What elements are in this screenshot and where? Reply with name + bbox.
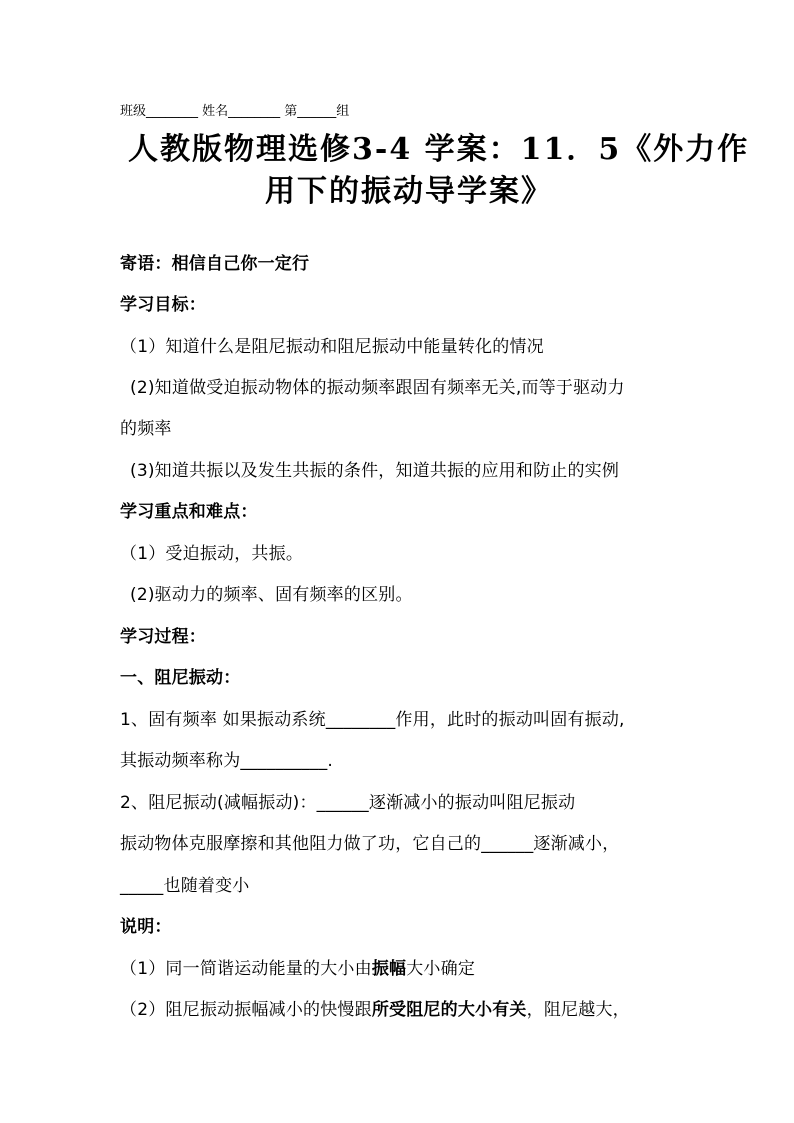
objective-item-2-line-2: 的频率 [120,419,172,439]
process-heading: 学习过程： [120,627,206,647]
section-damped-vibration-heading: 一、阻尼振动： [120,668,241,688]
note-2-text-start: （2）阻尼振动振幅减小的快慢跟 [120,1000,372,1020]
key-point-item-2: (2)驱动力的频率、固有频率的区别。 [130,585,413,605]
note-2-emphasis: 所受阻尼的大小有关 [371,1000,527,1020]
page-title-line-2: 用下的振动导学案》 [265,174,553,209]
note-1-text-end: 大小确定 [406,959,476,979]
objective-item-2-line-1: (2)知道做受迫振动物体的振动频率跟固有频率无关,而等于驱动力 [130,378,625,398]
objective-item-3: (3)知道共振以及发生共振的条件，知道共振的应用和防止的实例 [130,461,620,481]
question-2-line-3: _____也随着变小 [120,876,250,896]
note-1-text-start: （1）同一简谐运动能量的大小由 [120,959,372,979]
note-2-text-end: ，阻尼越大， [526,1000,630,1020]
motto: 寄语：相信自己你一定行 [120,254,310,274]
page-title-line-1: 人教版物理选修3-4 学案：11．5《外力作 [128,132,750,167]
notes-heading: 说明： [120,917,172,937]
key-points-heading: 学习重点和难点： [120,502,258,522]
key-point-item-1: （1）受迫振动，共振。 [120,544,304,564]
note-item-2 [120,999,630,1021]
objectives-heading: 学习目标： [120,295,206,315]
note-item-1 [120,958,475,980]
question-1-line-2: 其振动频率称为__________. [120,751,334,771]
question-2-line-2: 振动物体克服摩擦和其他阻力做了功，它自己的______逐渐减小， [120,834,620,854]
question-1-line-1: 1、固有频率 如果振动系统________作用，此时的振动叫固有振动, [120,710,625,730]
objective-item-1: （1）知道什么是阻尼振动和阻尼振动中能量转化的情况 [120,337,544,357]
class-name-group-header: 班级________ 姓名________ 第______组 [120,104,350,119]
question-2-line-1: 2、阻尼振动(减幅振动)：______逐渐减小的振动叫阻尼振动 [120,793,576,813]
note-1-emphasis: 振幅 [371,959,407,979]
